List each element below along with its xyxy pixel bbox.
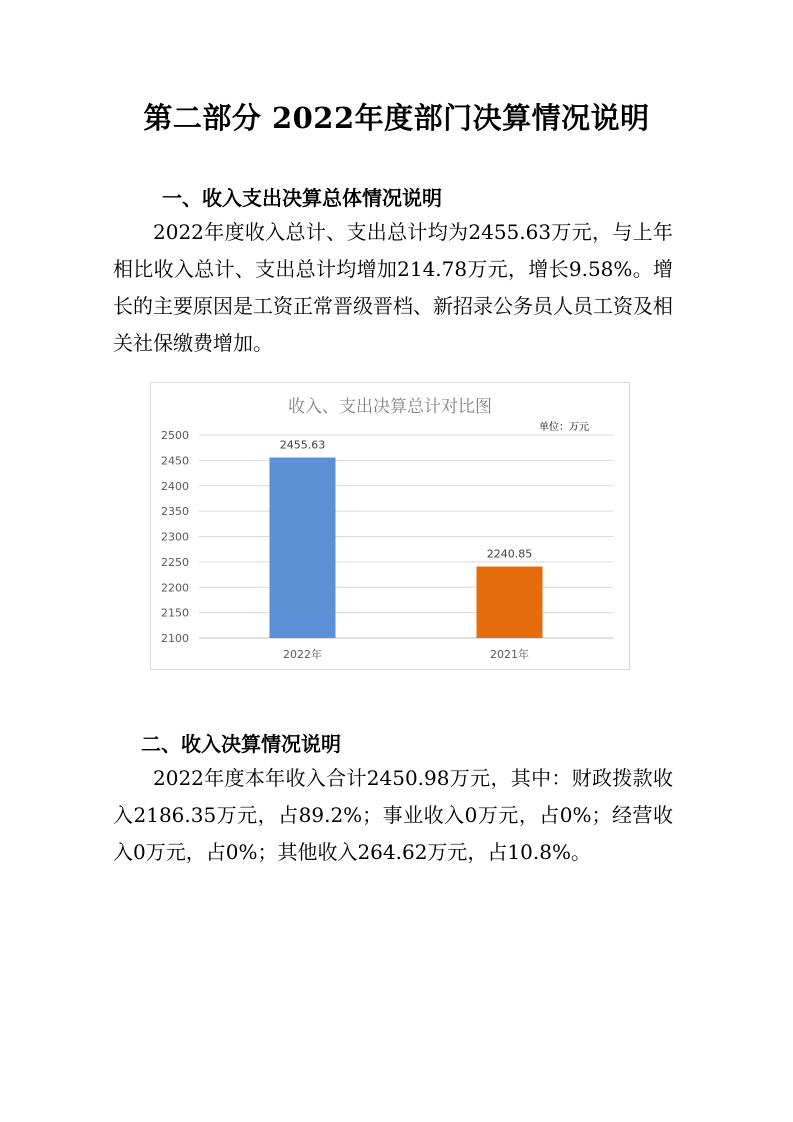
x-tick-label: 2021年 <box>490 648 529 661</box>
data-label: 2455.63 <box>279 438 326 452</box>
section-heading-overview: 一、收入支出决算总体情况说明 <box>162 186 442 210</box>
y-tick-label: 2200 <box>161 581 189 595</box>
y-tick-label: 2250 <box>161 555 189 569</box>
y-tick-label: 2500 <box>161 429 189 442</box>
chart-income-expense-comparison <box>150 382 630 670</box>
bar <box>270 458 336 638</box>
chart-title: 收入、支出决算总计对比图 <box>288 397 492 417</box>
y-tick-label: 2400 <box>161 479 189 493</box>
paragraph-income: 2022年度本年收入合计2450.98万元，其中：财政拨款收入2186.35万元，占89.2%；事业收入0万元，占0%；经营收入0万元，占0%；其他收入264.62万元，占10.8%。 <box>113 766 673 864</box>
chart-x-axis <box>283 647 529 661</box>
data-label: 2240.85 <box>486 547 533 561</box>
chart-svg <box>151 383 629 669</box>
chart-y-axis <box>161 429 189 645</box>
bar <box>477 567 543 638</box>
section-heading-income: 二、收入决算情况说明 <box>141 732 341 756</box>
y-tick-label: 2300 <box>161 530 189 544</box>
x-tick-label: 2022年 <box>283 648 322 661</box>
paragraph-overview: 2022年度收入总计、支出总计均为2455.63万元，与上年相比收入总计、支出总计均增加214.78万元，增长9.58%。增长的主要原因是工资正常晋级晋档、新招录公务员人员工资及相关社保缴费增加。 <box>113 220 673 355</box>
y-tick-label: 2150 <box>161 606 189 620</box>
chart-unit-note: 单位：万元 <box>539 422 589 433</box>
chart-gridlines <box>199 435 613 638</box>
page-title: 第二部分 2022年度部门决算情况说明 <box>143 101 650 135</box>
y-tick-label: 2100 <box>161 632 189 645</box>
y-tick-label: 2350 <box>161 505 189 519</box>
y-tick-label: 2450 <box>161 454 189 468</box>
